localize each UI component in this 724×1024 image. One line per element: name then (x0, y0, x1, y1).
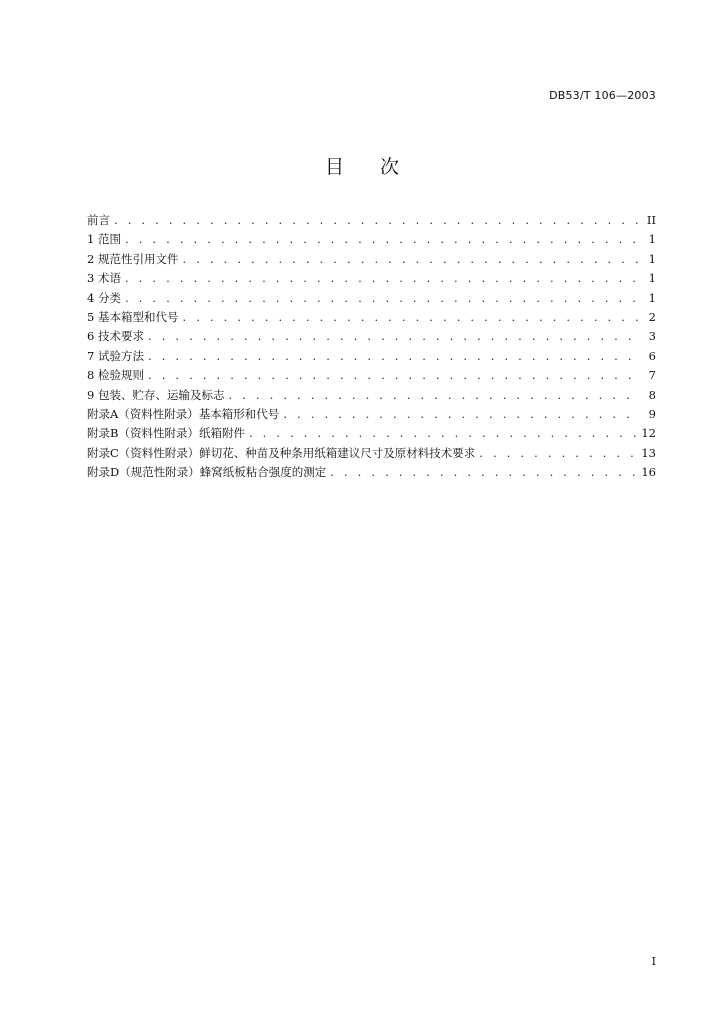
toc-dot-leader (182, 308, 638, 327)
toc-dot-leader (283, 405, 638, 424)
toc-entry[interactable] (87, 327, 656, 346)
toc-entry-label: 2 规范性引用文件 (87, 251, 179, 266)
toc-entry-page: 6 (648, 348, 656, 363)
toc-dot-leader (330, 463, 637, 482)
toc-entry-page: II (646, 213, 656, 227)
toc-entry[interactable] (87, 269, 656, 288)
toc-entry-label: 8 检验规则 (87, 368, 144, 383)
table-of-contents (87, 211, 656, 482)
document-code: DB53/T 106—2003 (549, 89, 656, 102)
toc-entry-page: 1 (648, 290, 656, 305)
toc-entry-page: 1 (648, 251, 656, 266)
toc-dot-leader (148, 347, 638, 366)
toc-entry-page: 2 (648, 309, 656, 324)
toc-entry[interactable] (87, 424, 656, 443)
toc-entry-page: 1 (648, 271, 656, 286)
toc-entry[interactable] (87, 366, 656, 385)
toc-entry-label: 6 技术要求 (87, 329, 144, 344)
toc-entry-label: 附录C（资料性附录）鲜切花、种苗及种条用纸箱建议尺寸及原材料技术要求 (87, 445, 476, 460)
toc-entry[interactable] (87, 230, 656, 249)
toc-entry[interactable] (87, 386, 656, 405)
toc-entry[interactable] (87, 250, 656, 269)
toc-entry-label: 附录A（资料性附录）基本箱形和代号 (87, 406, 280, 421)
toc-entry-label: 5 基本箱型和代号 (87, 309, 179, 324)
toc-dot-leader (114, 211, 638, 230)
toc-dot-leader (479, 444, 637, 463)
toc-entry[interactable] (87, 289, 656, 308)
toc-entry[interactable] (87, 463, 656, 482)
toc-entry-page: 12 (641, 426, 656, 441)
toc-entry-page: 13 (641, 445, 656, 460)
toc-entry[interactable] (87, 444, 656, 463)
toc-entry-page: 9 (648, 406, 656, 421)
toc-entry[interactable] (87, 211, 656, 230)
toc-entry-page: 16 (641, 465, 656, 480)
toc-entry-label: 7 试验方法 (87, 348, 144, 363)
toc-entry-label: 9 包装、贮存、运输及标志 (87, 387, 225, 402)
toc-dot-leader (125, 289, 638, 308)
toc-entry-label: 1 范围 (87, 232, 121, 247)
toc-title: 目次 (324, 156, 435, 178)
toc-entry[interactable] (87, 308, 656, 327)
page-number: I (651, 955, 656, 968)
toc-entry[interactable] (87, 405, 656, 424)
toc-entry-page: 1 (648, 232, 656, 247)
toc-dot-leader (148, 327, 638, 346)
toc-entry-label: 附录B（资料性附录）纸箱附件 (87, 426, 245, 441)
toc-dot-leader (125, 230, 638, 249)
toc-dot-leader (148, 366, 638, 385)
toc-entry-label: 3 术语 (87, 271, 121, 286)
toc-entry[interactable] (87, 347, 656, 366)
toc-entry-page: 8 (648, 387, 656, 402)
toc-entry-label: 前言 (87, 213, 110, 227)
toc-entry-label: 4 分类 (87, 290, 121, 305)
toc-dot-leader (249, 424, 637, 443)
toc-dot-leader (182, 250, 638, 269)
toc-dot-leader (228, 386, 638, 405)
toc-dot-leader (125, 269, 638, 288)
toc-entry-page: 3 (648, 329, 656, 344)
toc-entry-label: 附录D（规范性附录）蜂窝纸板粘合强度的测定 (87, 465, 327, 480)
toc-entry-page: 7 (648, 368, 656, 383)
